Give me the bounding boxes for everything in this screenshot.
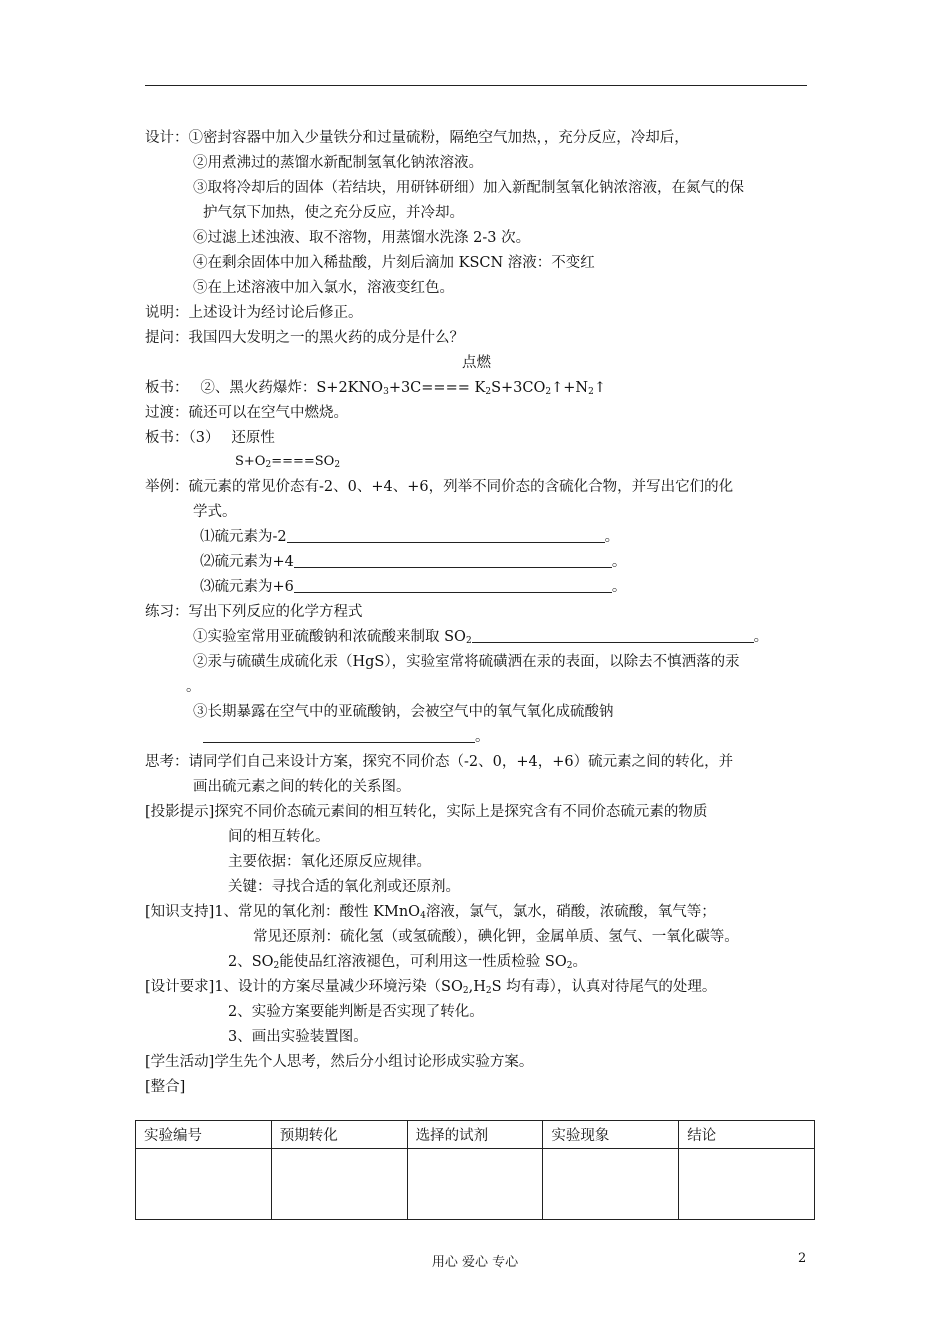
table-header-cell: 实验编号 (136, 1121, 272, 1149)
integrate-label: [整合] (145, 1079, 186, 1095)
practice-item-1: ①实验室常用亚硫酸钠和浓硫酸来制取 $SO_2$ 。 (193, 629, 769, 646)
table-cell (407, 1149, 543, 1220)
knowledge-line-3: 2、$SO_2$能使品红溶液褪色，可利用这一性质检验 $SO_2$。 (228, 954, 587, 971)
practice-item-2-end: 。 (186, 679, 201, 695)
question-line: 提问：我国四大发明之一的黑火药的成分是什么？ (145, 330, 464, 346)
table-header-cell: 预期转化 (271, 1121, 407, 1149)
experiment-table (135, 1120, 815, 1220)
example-item: ⑵硫元素为+4 。 (200, 554, 627, 570)
design-line-4: ⑥过滤上述浊液、取不溶物，用蒸馏水洗涤 2-3 次。 (193, 230, 531, 246)
requirements-line-1: [设计要求]1、设计的方案尽量减少环境污染（$SO_2,H_2S$ 均有毒），认真对待尾气的处理。 (145, 979, 717, 996)
table-header-cell: 选择的试剂 (407, 1121, 543, 1149)
example-item: ⑴硫元素为-2 。 (200, 529, 620, 545)
practice-item-2: ②汞与硫磺生成硫化汞（HgS），实验室常将硫磺洒在汞的表面，以除去不慎洒落的汞 (193, 654, 740, 670)
table-cell (136, 1149, 272, 1220)
practice-item-3-blank: 。 (203, 727, 490, 747)
table-cell (543, 1149, 679, 1220)
knowledge-line-1: [知识支持]1、常见的氧化剂：酸性 KMnO$_4$溶液，氯气，氯水，硝酸，浓硫酸，氧气等； (145, 904, 716, 921)
board-equation-2: $S+O_2====SO_2$ (235, 454, 341, 470)
projection-line-2: 间的相互转化。 (228, 829, 330, 845)
table-header-cell: 结论 (679, 1121, 815, 1149)
projection-line-1: [投影提示]探究不同价态硫元素间的相互转化，实际上是探究含有不同价态硫元素的物质 (145, 804, 708, 820)
example-line-1: 举例：硫元素的常见价态有-2、0、+4、+6，列举不同价态的含硫化合物，并写出它们的化 (145, 479, 734, 495)
example-item: ⑶硫元素为+6 。 (200, 579, 627, 595)
note-line: 说明：上述设计为经讨论后修正。 (145, 305, 363, 321)
board-heading-2: 板书：（3） 还原性 (145, 430, 275, 446)
design-line-6: ⑤在上述溶液中加入氯水，溶液变红色。 (193, 280, 454, 296)
table-cell (679, 1149, 815, 1220)
practice-title: 练习：写出下列反应的化学方程式 (145, 604, 363, 620)
projection-line-3: 主要依据：氧化还原反应规律。 (228, 854, 431, 870)
practice-item-3: ③长期暴露在空气中的亚硫酸钠，会被空气中的氧气氧化成硫酸钠 (193, 704, 614, 720)
requirements-line-2: 2、实验方案要能判断是否实现了转化。 (228, 1004, 484, 1020)
header-rule (145, 85, 807, 86)
table-row (136, 1149, 815, 1220)
design-line-2: ②用煮沸过的蒸馏水新配制氢氧化钠浓溶液。 (193, 155, 483, 171)
transition-line: 过渡：硫还可以在空气中燃烧。 (145, 405, 348, 421)
design-line-3: ③取将冷却后的固体（若结块，用研钵研细）加入新配制氢氧化钠浓溶液，在氮气的保 (193, 180, 744, 196)
ignite-condition: 点燃 (462, 355, 491, 371)
table-header-cell: 实验现象 (543, 1121, 679, 1149)
design-line-1: 设计：①密封容器中加入少量铁分和过量硫粉，隔绝空气加热，，充分反应，冷却后， (145, 130, 689, 146)
think-line-2: 画出硫元素之间的转化的关系图。 (193, 779, 411, 795)
board-equation-1: 板书： ②、黑火药爆炸：$S+2KNO_3+3C====$ $K_2S+3CO_2↑+N_2↑$ (145, 380, 606, 397)
page-number: 2 (798, 1251, 807, 1266)
knowledge-line-2: 常见还原剂：硫化氢（或氢硫酸），碘化钾，金属单质、氢气、一氧化碳等。 (253, 929, 739, 945)
activity-line: [学生活动]学生先个人思考，然后分小组讨论形成实验方案。 (145, 1054, 534, 1070)
page-footer: 用心 爱心 专心 (431, 1255, 519, 1270)
think-line-1: 思考：请同学们自己来设计方案，探究不同价态（-2、0，+4，+6）硫元素之间的转化，并 (145, 754, 734, 770)
design-line-5: ④在剩余固体中加入稀盐酸，片刻后滴加 KSCN 溶液：不变红 (193, 255, 595, 271)
example-line-2: 学式。 (193, 504, 237, 520)
projection-line-4: 关键：寻找合适的氧化剂或还原剂。 (228, 879, 460, 895)
design-line-3-cont: 护气氛下加热，使之充分反应，并冷却。 (203, 205, 464, 221)
table-header-row (136, 1121, 815, 1149)
table-cell (271, 1149, 407, 1220)
requirements-line-3: 3、画出实验装置图。 (228, 1029, 368, 1045)
